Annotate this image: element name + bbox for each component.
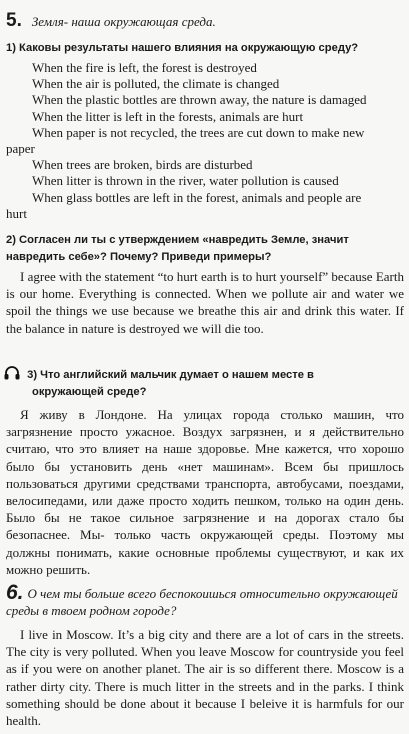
question-2-line-1: 2) Согласен ли ты с утверждением «навредить Земле, значит [6,234,349,246]
section-6-question-text: О чем ты больше всего беспокоишься относительно окружающей среды в твоем родном городе? [6,586,398,618]
question-3-line-1: 3) Что английский мальчик думает о нашем месте в [27,369,314,381]
answer-line: hurt [6,205,27,221]
question-1: 1) Каковы результаты нашего влияния на окружающую среду? [6,42,359,54]
section-5-header [6,10,216,32]
answer-line: When the plastic bottles are thrown away, the nature is damaged [32,92,367,108]
section-6-question [6,581,404,619]
answer-2 [6,268,404,337]
question-3 [4,366,404,401]
answer-line: When trees are broken, birds are disturbed [32,157,253,173]
answer-6 [6,626,404,729]
answer-line: When the litter is left in the forests, animals are hurt [32,108,304,124]
question-2 [6,232,403,266]
answer-3-text: Я живу в Лондоне. На улицах города столько машин, что загрязнение просто ужасное. Воздух загрязнен, и я действительно считаю, что это влияет на наше здоровье. Мне кажется, что хорошо было бы установить день «нет машинам». Всем бы пришлось пользоваться другими средствами транспорта, автобусами, поездами, велосипедами, или даже просто ходить пешком, только на один день. Было бы не такое сильное загрязнение и на дорогах стало бы безопаснее. Мы- только часть окружающей среды. Поэтому мы должны понимать, какие основные проблемы существуют, и как их можно решить. [6,407,404,577]
question-3-line-2: окружающей среде? [32,386,147,398]
answer-line: When the air is polluted, the climate is changed [32,76,280,92]
answer-1 [6,60,403,222]
section-number: 5. [6,10,22,31]
answer-3 [6,406,404,578]
answer-line: When litter is thrown in the river, water pollution is caused [32,173,339,189]
answer-line: When the fire is left, the forest is destroyed [32,60,257,75]
section-number: 6. [6,581,24,604]
answer-line: paper [6,141,35,157]
answer-6-text: I live in Moscow. It’s a big city and there are a lot of cars in the streets. The city is very polluted. When you leave Moscow for countryside you feel as if you were on another planet. The air is so different there. Moscow is a rather dirty city. There is much litter in the streets and in the parks. I think something should be done about it because I beleive it is harmfuls for our health. [6,627,404,729]
answer-line: When paper is not recycled, the trees are cut down to make new [32,124,365,140]
answer-2-text: I agree with the statement “to hurt earth is to hurt yourself” because Earth is our home. Everything is connected. When we pollute air and water we spoil the things we use because we breathe this air and drink this water. If the balance in nature is destroyed we will die too. [6,269,404,336]
question-2-line-2: навредить себе»? Почему? Приведи примеры? [6,251,272,263]
answer-line: When glass bottles are left in the forest, animals and people are [32,189,362,205]
headphones-icon [4,366,20,380]
section-title: Земля- наша окружающая среда. [31,14,216,29]
